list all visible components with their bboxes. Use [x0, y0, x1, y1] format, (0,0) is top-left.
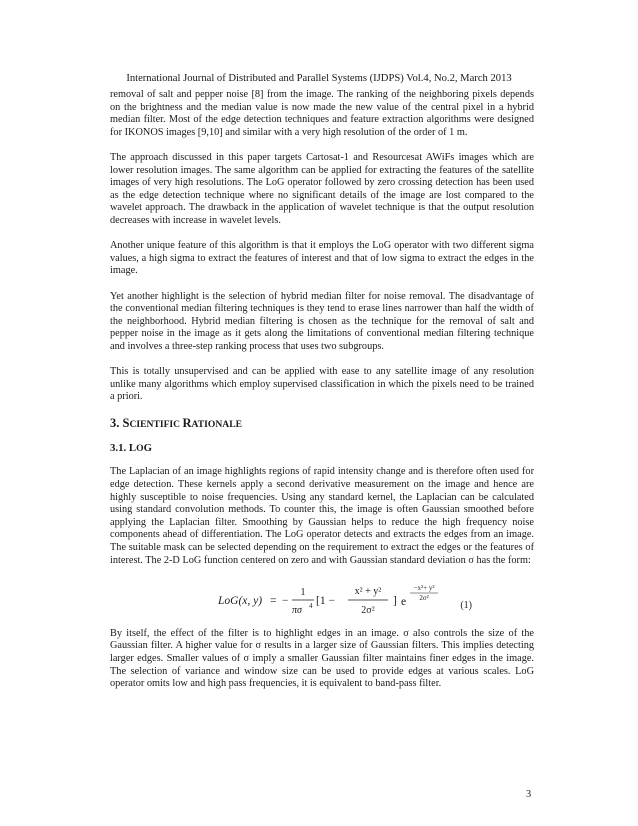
eq-frac-den: πσ: [292, 604, 302, 616]
paragraph-2: The approach discussed in this paper targets Cartosat-1 and Resourcesat AWiFs images which are lower resolution images. The same algorithm can be applied for extracting the features of the satellite images of very high resolutions. The LoG operator followed by zero crossing detection has been used as the edge detection technique where no significant details of the image are lost compared to the wavelet approach. The drawback in the application of wavelet technique is that the output resolution decreases with increase in wavelet levels.: [110, 151, 534, 226]
section-title-rest: CIENTIFIC: [129, 419, 183, 431]
eq-frac-num: 1: [300, 586, 306, 598]
eq-bracket-open: [1 −: [316, 594, 335, 607]
section-number: 3.: [110, 416, 123, 431]
running-header: International Journal of Distributed and Parallel Systems (IJDPS) Vol.4, No.2, March 2013: [126, 73, 512, 84]
paragraph-1: removal of salt and pepper noise [8] from the image. The ranking of the neighboring pixels depends on the brightness and the median value is now made the new value of the central pixel in a hybrid median filter. Most of the edge detection techniques and feature extraction algorithms were designed for IKONOS images [9,10] and similar with a very high resolution of the order of 1 m.: [110, 89, 534, 138]
eq-inner-den: 2σ²: [361, 604, 375, 616]
subsection-title-last: G: [143, 442, 152, 455]
eq-exponent-den: 2σ²: [419, 593, 429, 602]
page-number: 3: [526, 789, 532, 800]
eq-equals: =: [270, 594, 277, 607]
eq-frac-den-exp: 4: [309, 601, 313, 610]
equation-1: [110, 580, 534, 620]
paragraph-5: This is totally unsupervised and can be applied with ease to any satellite image of any resolution unlike many algorithms which employ supervised classification in which the pixels need to be trained a priori.: [110, 366, 534, 403]
section-heading: [110, 416, 534, 432]
section-title-initial: S: [122, 416, 130, 431]
eq-lhs: LoG(x, y): [218, 594, 263, 607]
paragraph-4: Yet another highlight is the selection of hybrid median filter for noise removal. The disadvantage of the conventional median filtering techniques is they tend to erase lines narrower than half the width of the neighborhood. Hybrid median filtering is chosen as the technique for the removal of salt and pepper noise in the image as it gets along the limitations of conventional median filtering technique and involves a three-step ranking process that uses two subgroups.: [110, 290, 534, 352]
subsection-number: 3.1.: [110, 442, 129, 455]
section-title-second-initial: R: [182, 416, 192, 431]
body-text: [110, 89, 534, 703]
eq-inner-num: x² + y²: [354, 585, 382, 597]
equation-number: (1): [460, 599, 472, 611]
paragraph-7: By itself, the effect of the filter is to highlight edges in an image. σ also controls the size of the Gaussian filter. A higher value for σ results in a larger size of Gaussian filters. This implies detecting larger edges. Smaller values of σ imply a smaller Gaussian filter maintains finer edges in the image. The selection of variance and window size can be used to provide edges at various scales. LoG operator omits low and high pass frequencies, it is equivalent to band-pass filter.: [110, 627, 534, 690]
eq-exponent-num: −x²+ y²: [413, 583, 435, 592]
paragraph-6: The Laplacian of an image highlights regions of rapid intensity change and is therefore often used for edge detection. These kernels apply a second derivative measurement on the image and hence are highly susceptible to noise frequencies. Using any standard kernel, the Laplacian can be calculated using standard convolution methods. To counter this, the image is often Gaussian smoothed before applying the Laplacian filter. Smoothing by Gaussian helps to reduce the high frequency noise components ahead of differentiation. The LoG operator detects and extracts the edges from an image. The suitable mask can be selected depending on the requirement to extract the edges or the features of interest. The 2-D LoG function centered on zero and with Gaussian standard deviation σ has the form:: [110, 466, 534, 566]
paragraph-3: Another unique feature of this algorithm is that it employs the LoG operator with two different sigma values, a high sigma to extract the features of interest and that of low sigma to extract the edges in the image.: [110, 240, 534, 277]
eq-exp-base: e: [401, 595, 407, 608]
eq-bracket-close: ]: [393, 594, 397, 607]
subsection-title-middle: O: [136, 443, 144, 455]
eq-minus: −: [282, 594, 289, 607]
section-title-second-rest: ATIONALE: [191, 419, 242, 431]
subsection-heading: [110, 442, 534, 455]
subsection-title-initial: L: [128, 442, 137, 455]
